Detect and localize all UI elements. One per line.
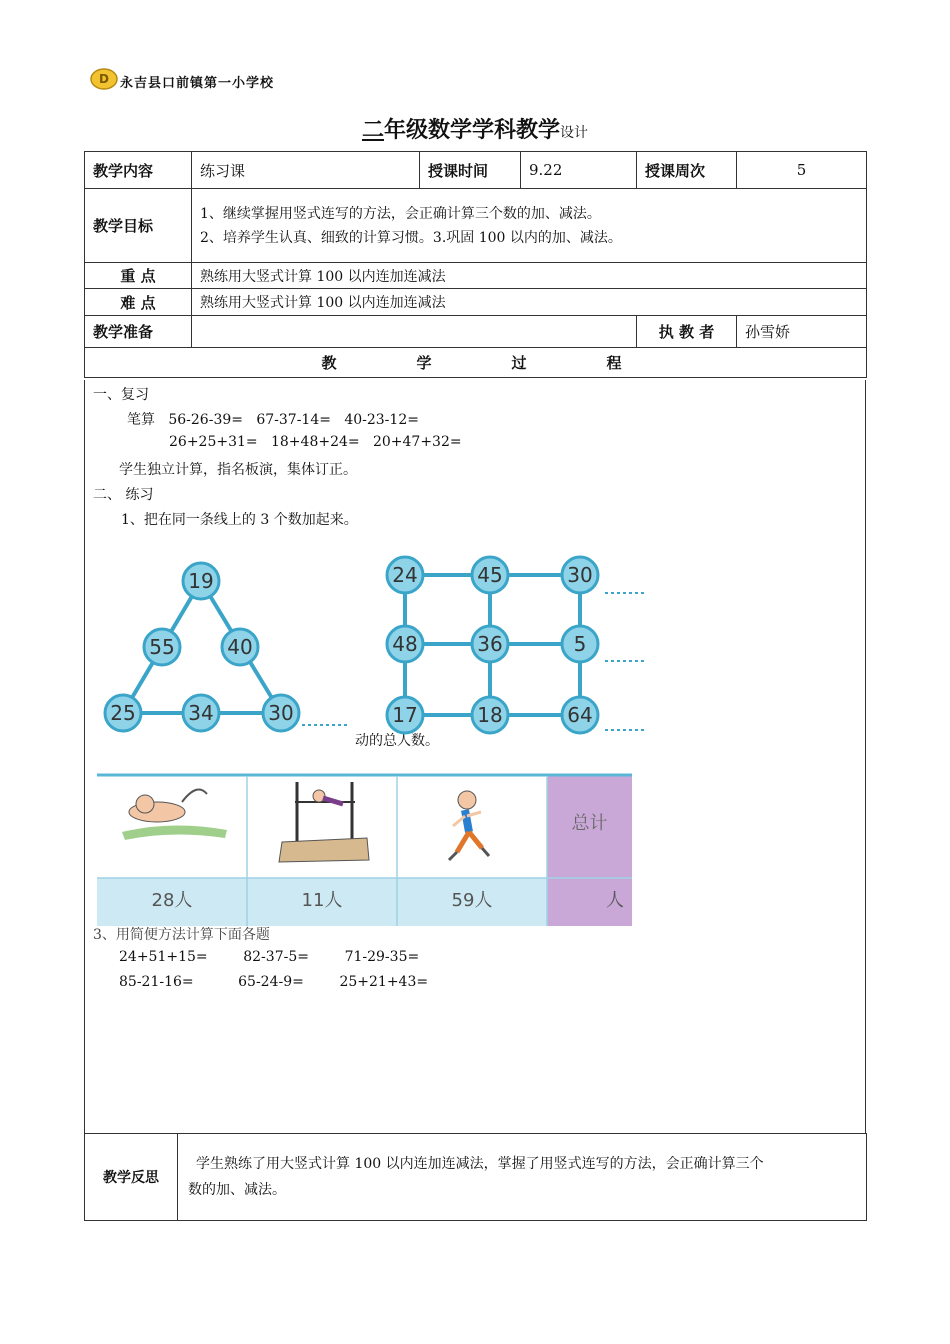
swimmer-illustration — [122, 790, 227, 841]
svg-text:5: 5 — [573, 632, 587, 656]
title-grade: 二 — [361, 118, 384, 143]
reflection-line-1: 学生熟练了用大竖式计算 100 以内连加连减法，掌握了用竖式连写的方法，会正确计算三个 — [196, 1156, 764, 1172]
grid-node-3 — [562, 557, 598, 593]
grid-node-6 — [562, 626, 598, 662]
difficulty-label: 难 点 — [85, 289, 192, 316]
task-3-row-2: 85-21-16= 65-24-9= 25+21+43= — [119, 974, 429, 990]
task-3: 3、用简便方法计算下面各题 — [93, 927, 270, 943]
teacher-value: 孙雪娇 — [737, 316, 867, 348]
task-2-fragment: 动的总人数。 — [355, 733, 439, 749]
grid-node-7 — [387, 697, 423, 733]
grid-node-2 — [472, 557, 508, 593]
review-heading: 一、复习 — [93, 387, 149, 403]
number-figures — [97, 553, 657, 738]
tri-node-5 — [183, 695, 219, 731]
goal-label: 教学目标 — [85, 189, 192, 263]
prep-label: 教学准备 — [85, 316, 192, 348]
review-note: 学生独立计算，指名板演，集体订正。 — [119, 462, 357, 478]
sports-value-total: 人 — [606, 890, 624, 911]
school-header — [90, 66, 274, 91]
svg-text:34: 34 — [188, 701, 214, 725]
grid-node-8 — [472, 697, 508, 733]
svg-text:24: 24 — [392, 563, 418, 587]
time-value: 9.22 — [521, 152, 637, 189]
process-section — [84, 380, 866, 1133]
teacher-label: 执 教 者 — [637, 316, 737, 348]
time-label: 授课时间 — [420, 152, 521, 189]
key-label: 重 点 — [85, 263, 192, 289]
svg-text:36: 36 — [477, 632, 503, 656]
svg-text:17: 17 — [392, 703, 418, 727]
tri-node-4 — [105, 695, 141, 731]
sports-value-high-jump: 11人 — [301, 890, 343, 911]
task-3-row-1: 24+51+15= 82-37-5= 71-29-35= — [119, 949, 420, 965]
week-value: 5 — [737, 152, 867, 189]
svg-text:D: D — [99, 71, 109, 86]
school-logo-icon — [90, 68, 118, 90]
grid-node-9 — [562, 697, 598, 733]
reflection-line-2: 数的加、减法。 — [188, 1182, 286, 1198]
task-1: 1、把在同一条线上的 3 个数加起来。 — [121, 512, 358, 528]
practice-heading: 二、 练习 — [93, 487, 154, 503]
sports-value-swimming: 28人 — [151, 890, 193, 911]
grid-node-1 — [387, 557, 423, 593]
content-value: 练习课 — [192, 152, 420, 189]
goal-value — [192, 189, 867, 263]
content-label: 教学内容 — [85, 152, 192, 189]
key-value: 熟练用大竖式计算 100 以内连加连减法 — [192, 263, 867, 289]
svg-text:18: 18 — [477, 703, 503, 727]
school-name: 永吉县口前镇第一小学校 — [120, 76, 275, 91]
triangle-figure — [105, 563, 349, 731]
page-title — [0, 113, 950, 144]
high-jump-illustration — [279, 782, 369, 862]
reflection-table — [84, 1133, 867, 1221]
sports-total-label: 总计 — [571, 813, 608, 834]
svg-text:19: 19 — [188, 569, 214, 593]
reflection-text — [178, 1134, 867, 1221]
svg-text:45: 45 — [477, 563, 503, 587]
tri-node-1 — [183, 563, 219, 599]
grid-node-5 — [472, 626, 508, 662]
tri-node-3 — [222, 629, 258, 665]
svg-text:30: 30 — [268, 701, 294, 725]
svg-text:55: 55 — [149, 635, 175, 659]
difficulty-value: 熟练用大竖式计算 100 以内连加连减法 — [192, 289, 867, 316]
review-row-1: 笔算 56-26-39= 67-37-14= 40-23-12= — [127, 412, 419, 428]
reflection-label: 教学反思 — [85, 1134, 178, 1221]
title-suffix: 设计 — [560, 125, 589, 141]
prep-value — [192, 316, 637, 348]
runner-illustration — [449, 791, 489, 860]
week-label: 授课周次 — [637, 152, 737, 189]
tri-node-2 — [144, 629, 180, 665]
svg-text:40: 40 — [227, 635, 253, 659]
svg-text:64: 64 — [567, 703, 593, 727]
svg-text:25: 25 — [110, 701, 136, 725]
grid-figure — [387, 557, 645, 733]
review-row-2: 26+25+31= 18+48+24= 20+47+32= — [169, 434, 462, 450]
sports-value-running: 59人 — [451, 890, 493, 911]
goal-line-1: 1、继续掌握用竖式连写的方法，会正确计算三个数的加、减法。 — [200, 205, 601, 222]
svg-text:48: 48 — [392, 632, 418, 656]
tri-node-6 — [263, 695, 299, 731]
svg-text:30: 30 — [567, 563, 593, 587]
title-main: 年级数学学科教学 — [384, 118, 561, 143]
lesson-info-table — [84, 151, 867, 378]
process-title: 教学过程 — [85, 348, 867, 378]
goal-line-2: 2、培养学生认真、细致的计算习惯。3.巩固 100 以内的加、减法。 — [200, 229, 622, 246]
sports-table-image — [97, 772, 632, 927]
grid-node-4 — [387, 626, 423, 662]
